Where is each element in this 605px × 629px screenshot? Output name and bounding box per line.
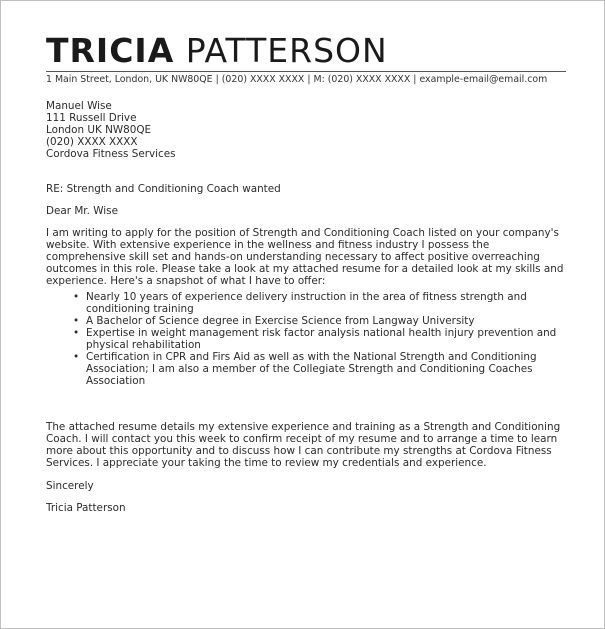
contact-line: [46, 71, 566, 86]
list-item-text: Expertise in weight management risk factor analysis national health injury prevention and physical rehabilitation: [86, 327, 557, 351]
applicant-last-name: PATTERSON: [185, 31, 388, 70]
bullet-icon: •: [73, 291, 80, 303]
recipient-phone: (020) XXXX XXXX: [46, 136, 138, 148]
intro-paragraph: I am writing to apply for the position of Strength and Conditioning Coach listed on your company's website. With extensive experience in the wellness and fitness industry I possess the comprehensive skill set and hands-on understanding necessary to affect positive overreaching outcomes in this role. Please take a look at my attached resume for a detailed look at my skills and experience. Here's a snapshot of what I have to offer:: [46, 227, 564, 287]
list-item-text: Certification in CPR and Firs Aid as well as with the National Strength and Conditioning Association; I am also a member of the Collegiate Strength and Conditioning Coaches Association: [86, 351, 537, 387]
list-item-text: Nearly 10 years of experience delivery instruction in the area of fitness strength and conditioning training: [86, 291, 527, 315]
contact-mobile: M: (020) XXXX XXXX: [313, 74, 411, 85]
applicant-name: [46, 31, 566, 70]
list-item: [73, 327, 566, 351]
list-item: [73, 315, 566, 327]
list-item: [73, 351, 566, 387]
recipient-company: Cordova Fitness Services: [46, 148, 176, 160]
contact-address: 1 Main Street, London, UK NW80QE: [46, 74, 213, 85]
closing-paragraph: The attached resume details my extensive experience and training as a Strength and Conditioning Coach. I will contact you this week to confirm receipt of my resume and to arrange a time to learn more about this opportunity and to discuss how I can contribute my strengths at Cordova Fitness Services. I appreciate your taking the time to review my credentials and experience.: [46, 421, 561, 469]
bullet-icon: •: [73, 315, 80, 327]
recipient-name: Manuel Wise: [46, 100, 112, 112]
list-item: [73, 291, 566, 315]
contact-separator: |: [215, 74, 219, 85]
qualifications-list: [46, 291, 566, 387]
contact-email: example-email@email.com: [419, 74, 548, 85]
subject-line: RE: Strength and Conditioning Coach wanted: [46, 183, 281, 195]
signature-name: Tricia Patterson: [46, 502, 126, 514]
contact-separator: |: [307, 74, 311, 85]
salutation: Dear Mr. Wise: [46, 205, 118, 217]
applicant-first-name: TRICIA: [46, 31, 175, 70]
recipient-street: 111 Russell Drive: [46, 112, 137, 124]
bullet-icon: •: [73, 351, 80, 363]
list-item-text: A Bachelor of Science degree in Exercise Science from Langway University: [86, 315, 475, 327]
contact-phone: (020) XXXX XXXX: [221, 74, 305, 85]
bullet-icon: •: [73, 327, 80, 339]
sign-off: Sincerely: [46, 480, 94, 492]
cover-letter: [46, 31, 566, 514]
contact-separator: |: [413, 74, 417, 85]
recipient-city: London UK NW80QE: [46, 124, 152, 136]
recipient-address: [46, 100, 566, 160]
